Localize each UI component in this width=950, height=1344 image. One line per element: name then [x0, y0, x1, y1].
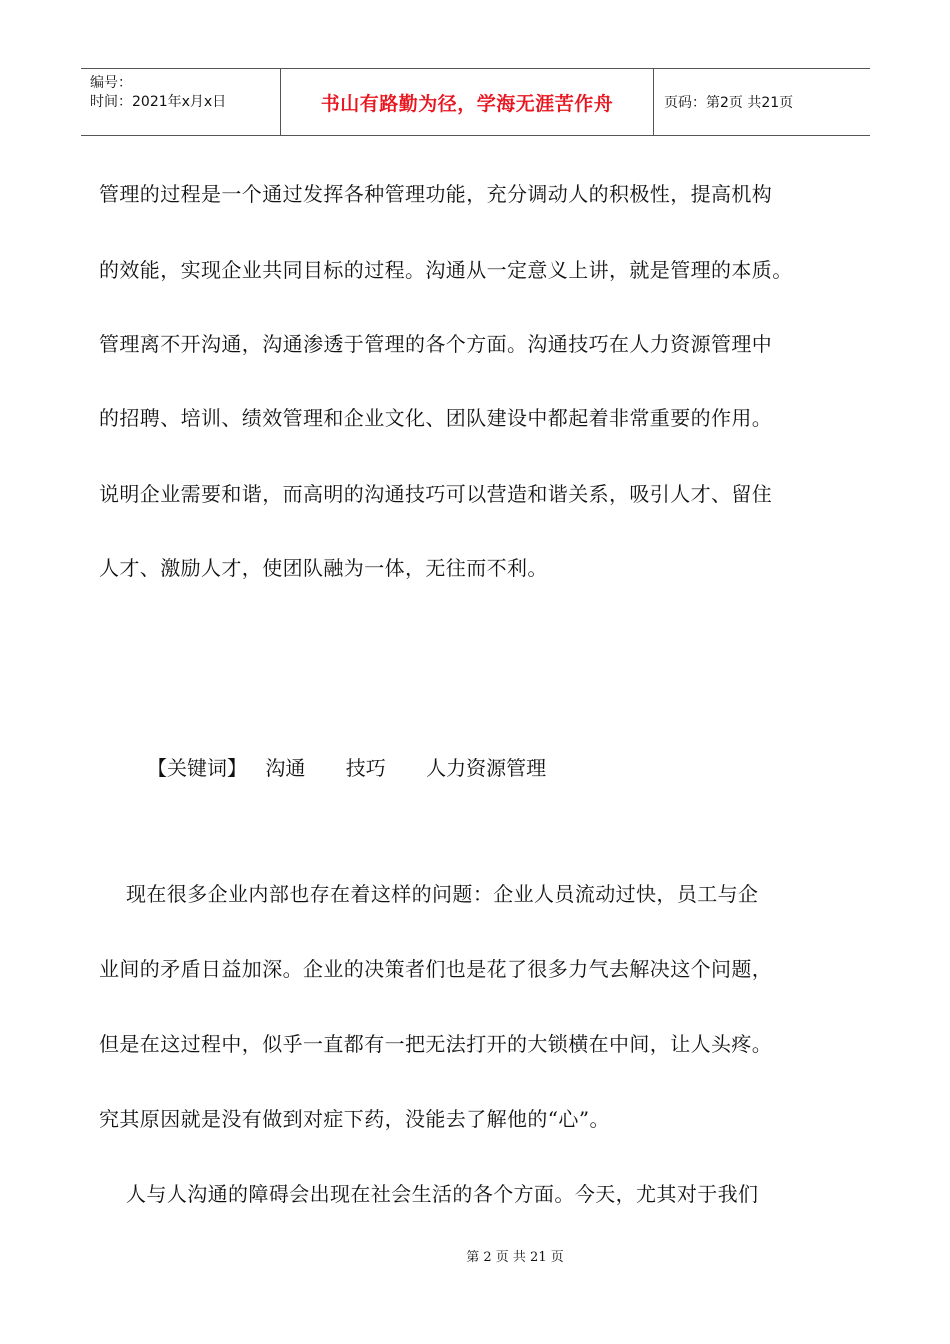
keywords-label: 【关键词】	[147, 756, 247, 780]
body-line: 业间的矛盾日益加深。企业的决策者们也是花了很多力气去解决这个问题，	[99, 957, 773, 981]
page-footer: 第 2 页 共 21 页	[466, 1250, 564, 1265]
header-meta-cell	[81, 69, 281, 135]
page-header	[81, 68, 870, 136]
abstract-line: 的招聘、培训、绩效管理和企业文化、团队建设中都起着非常重要的作用。	[99, 406, 773, 430]
keywords-line	[147, 754, 580, 782]
body-line: 人与人沟通的障碍会出现在社会生活的各个方面。今天，尤其对于我们	[99, 1182, 759, 1206]
abstract-line: 管理的过程是一个通过发挥各种管理功能，充分调动人的积极性，提高机构	[99, 182, 773, 206]
document-number-label: 编号：	[90, 75, 132, 91]
header-page-cell	[654, 69, 870, 135]
keyword-item: 技巧	[345, 756, 386, 780]
document-time-label: 时间：2021年x月x日	[90, 94, 227, 110]
body-line: 现在很多企业内部也存在着这样的问题：企业人员流动过快，员工与企	[99, 882, 759, 906]
abstract-line: 人才、激励人才，使团队融为一体，无往而不利。	[99, 556, 548, 580]
keyword-item: 沟通	[265, 756, 306, 780]
header-motto: 书山有路勤为径，学海无涯苦作舟	[320, 92, 614, 115]
abstract-line: 说明企业需要和谐，而高明的沟通技巧可以营造和谐关系，吸引人才、留住	[99, 482, 773, 506]
body-line: 究其原因就是没有做到对症下药，没能去了解他的“心”。	[99, 1107, 610, 1131]
body-line: 但是在这过程中，似乎一直都有一把无法打开的大锁横在中间，让人头疼。	[99, 1032, 773, 1056]
header-page-info: 页码：第2页 共21页	[664, 95, 794, 111]
keyword-item: 人力资源管理	[426, 756, 547, 780]
abstract-line: 管理离不开沟通，沟通渗透于管理的各个方面。沟通技巧在人力资源管理中	[99, 332, 773, 356]
header-motto-cell	[281, 69, 654, 135]
abstract-line: 的效能，实现企业共同目标的过程。沟通从一定意义上讲，就是管理的本质。	[99, 258, 793, 282]
